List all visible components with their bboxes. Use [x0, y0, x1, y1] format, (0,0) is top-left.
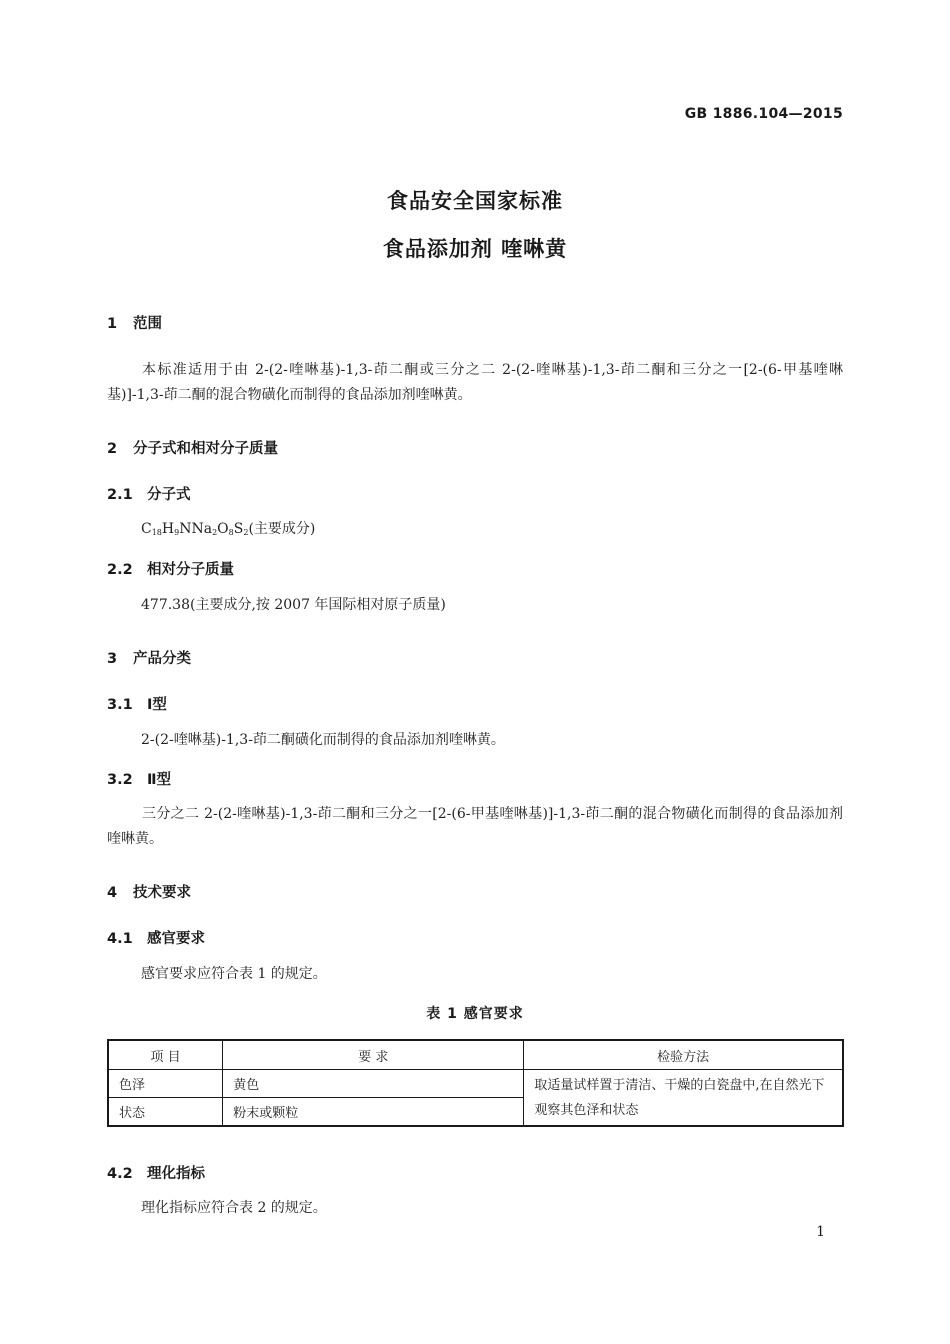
table-header-row [108, 1040, 843, 1070]
document-title-line2: 食品添加剂 喹啉黄 [382, 237, 568, 261]
section-title: 范围 [133, 316, 162, 332]
section-number: 3 [107, 651, 118, 667]
sensory-requirement-text: 感官要求应符合表 1 的规定。 [141, 966, 327, 982]
section-number: 2.1 [107, 487, 133, 503]
section-title: 分子式和相对分子质量 [133, 441, 278, 457]
section-title: 产品分类 [133, 651, 191, 667]
section-3-2-heading [107, 768, 171, 789]
section-number: 2 [107, 441, 118, 457]
section-title: Ⅱ型 [147, 772, 172, 788]
section-title: 相对分子质量 [147, 562, 234, 578]
section-number: 1 [107, 316, 118, 332]
section-4-1-heading [107, 927, 205, 948]
document-code: GB 1886.104—2015 [684, 106, 843, 122]
section-1-paragraph: 本标准适用于由 2-(2-喹啉基)-1,3-茚二酮或三分之二 2-(2-喹啉基)-1,3-茚二酮和三分之一[2-(6-甲基喹啉基)]-1,3-茚二酮的混合物磺化而制得的食品添加剂喹啉黄。 [107, 362, 843, 403]
section-number: 4.1 [107, 931, 133, 947]
row-requirement: 粉末或颗粒 [223, 1098, 524, 1127]
section-3-heading [107, 647, 191, 668]
section-4-2-heading [107, 1162, 205, 1183]
section-2-heading [107, 437, 278, 458]
sensory-requirements-table [107, 1039, 844, 1127]
section-4-heading [107, 881, 191, 902]
section-3-1-heading [107, 693, 167, 714]
row-requirement: 黄色 [223, 1070, 524, 1098]
section-2-2-heading [107, 558, 234, 579]
section-number: 4 [107, 885, 118, 901]
physicochemical-requirement-text: 理化指标应符合表 2 的规定。 [141, 1200, 327, 1216]
section-number: 3.2 [107, 772, 133, 788]
row-item: 状态 [108, 1098, 223, 1127]
section-2-1-heading [107, 483, 191, 504]
header-requirement: 要 求 [223, 1040, 524, 1070]
section-number: 3.1 [107, 697, 133, 713]
header-item: 项 目 [108, 1040, 223, 1070]
section-title: Ⅰ型 [147, 697, 167, 713]
page-number: 1 [816, 1224, 825, 1240]
header-test-method: 检验方法 [524, 1040, 843, 1070]
type-1-description: 2-(2-喹啉基)-1,3-茚二酮磺化而制得的食品添加剂喹啉黄。 [141, 732, 505, 748]
section-1-heading [107, 312, 162, 333]
section-title: 技术要求 [133, 885, 191, 901]
section-number: 2.2 [107, 562, 133, 578]
test-method: 取适量试样置于清洁、干燥的白瓷盘中,在自然光下观察其色泽和状态 [524, 1070, 843, 1127]
molecular-formula: $C_{18}H_9NNa_2O_8S_2$(主要成分) [141, 521, 316, 537]
table-1-caption: 表 1 感官要求 [426, 1006, 524, 1022]
section-title: 感官要求 [147, 931, 205, 947]
section-number: 4.2 [107, 1166, 133, 1182]
table-row [108, 1070, 843, 1098]
document-title-line1: 食品安全国家标准 [387, 189, 563, 213]
molecular-mass-value: 477.38(主要成分,按 2007 年国际相对原子质量) [141, 597, 446, 613]
section-title: 理化指标 [147, 1166, 205, 1182]
section-title: 分子式 [147, 487, 191, 503]
row-item: 色泽 [108, 1070, 223, 1098]
type-2-description: 三分之二 2-(2-喹啉基)-1,3-茚二酮和三分之一[2-(6-甲基喹啉基)]-1,3-茚二酮的混合物磺化而制得的食品添加剂喹啉黄。 [107, 806, 843, 847]
